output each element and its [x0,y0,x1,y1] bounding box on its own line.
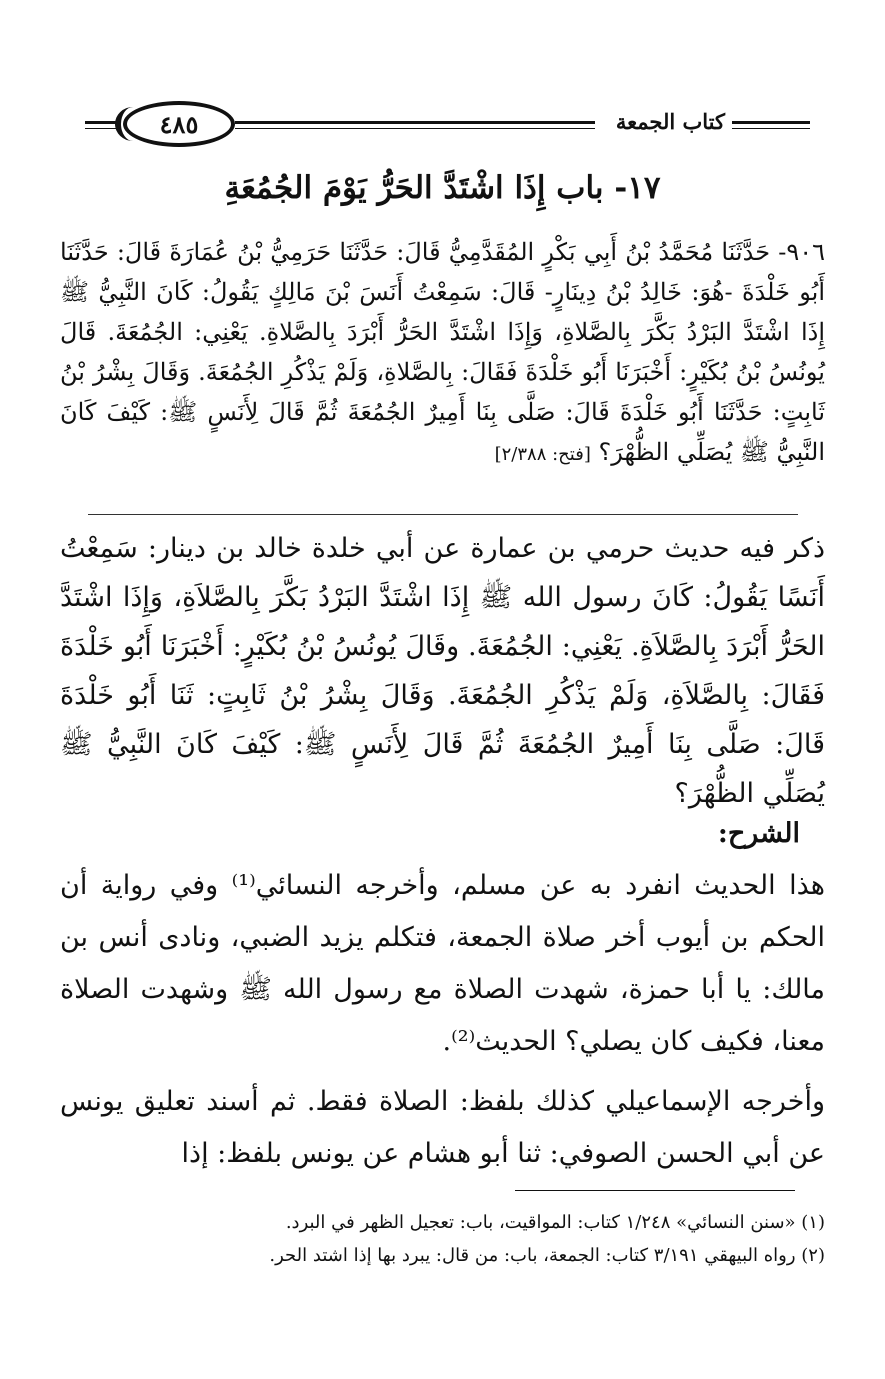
footnote-rule [515,1190,795,1191]
section-divider [88,514,798,515]
running-header [85,95,810,155]
header-rule [732,128,810,129]
sharh-heading: الشرح: [717,818,800,849]
page-number [123,101,235,147]
header-rule [85,128,119,129]
hadith-body: ٩٠٦- حَدَّثَنَا مُحَمَّدُ بْنُ أَبِي بَكْرٍ المُقَدَّمِيُّ قَالَ: حَدَّثَنَا حَرَمِيُّ بْنُ عُمَارَةَ قَالَ: حَدَّثَنَا أَبُو خَلْدَةَ -هُوَ: خَالِدُ بْنُ دِينَارٍ- قَالَ: سَمِعْتُ أَنَسَ بْنَ مَالِكٍ يَقُولُ: كَانَ النَّبِيُّ ﷺ إِذَا اشْتَدَّ البَرْدُ بَكَّرَ بِالصَّلاةِ، وَإِذَا اشْتَدَّ الحَرُّ أَبْرَدَ بِالصَّلاةِ. يَعْنِي: الجُمُعَةَ. قَالَ يُونُسُ بْنُ بُكَيْرٍ: أَخْبَرَنَا أَبُو خَلْدَةَ فَقَالَ: بِالصَّلاةِ، وَلَمْ يَذْكُرِ الجُمُعَةَ. وَقَالَ بِشْرُ بْنُ ثَابِتٍ: حَدَّثَنَا أَبُو خَلْدَةَ قَالَ: صَلَّى بِنَا أَمِيرٌ الجُمُعَةَ ثُمَّ قَالَ لِأَنَسٍ ﷺ: كَيْفَ كَانَ النَّبِيُّ ﷺ يُصَلِّي الظُّهْرَ؟ [60,238,825,466]
footnotes [60,1206,825,1272]
commentary-paragraph: هذا الحديث انفرد به عن مسلم، وأخرجه النسائي⁽¹⁾ وفي رواية أن الحكم بن أيوب أخر صلاة الجمعة، فتكلم يزيد الضبي، ونادى أنس بن مالك: يا أبا حمزة، شهدت الصلاة مع رسول الله ﷺ وشهدت الصلاة معنا، فكيف كان يصلي؟ الحديث⁽²⁾. [60,870,825,1057]
header-rule [85,121,119,124]
page-number-text: ٤٨٥ [159,109,199,139]
footnote-1: (١) «سنن النسائي» ١/٢٤٨ كتاب: المواقيت، باب: تعجيل الظهر في البرد. [285,1212,825,1233]
hadith-text [60,232,825,475]
fath-reference: [فتح: ٢/٣٨٨] [494,444,591,465]
header-rule [732,121,810,124]
chapter-title: ١٧- باب إِذَا اشْتَدَّ الحَرُّ يَوْمَ الجُمُعَةِ [224,170,661,206]
book-title: كتاب الجمعة [615,109,725,134]
commentary-paragraph: وأخرجه الإسماعيلي كذلك بلفظ: الصلاة فقط. ثم أسند تعليق يونس عن أبي الحسن الصوفي: ثنا أبو هشام عن يونس بلفظ: إذا [60,1086,825,1169]
commentary-paragraph: ذكر فيه حديث حرمي بن عمارة عن أبي خلدة خالد بن دينار: سَمِعْتُ أَنَسًا يَقُولُ: كَانَ رسول الله ﷺ إِذَا اشْتَدَّ البَرْدُ بَكَّرَ بِالصَّلاَةِ، وَإِذَا اشْتَدَّ الحَرُّ أَبْرَدَ بِالصَّلاَةِ. يَعْنِي: الجُمُعَةَ. وقَالَ يُونُسُ بْنُ بُكَيْرٍ: أَخْبَرَنَا أَبُو خَلْدَةَ فَقَالَ: بِالصَّلاَةِ، وَلَمْ يَذْكُرِ الجُمُعَةَ. وَقَالَ بِشْرُ بْنُ ثَابِتٍ: ثَنَا أَبُو خَلْدَةَ قَالَ: صَلَّى بِنَا أَمِيرٌ الجُمُعَةَ ثُمَّ قَالَ لِأَنَسٍ ﷺ: كَيْفَ كَانَ النَّبِيُّ ﷺ يُصَلِّي الظُّهْرَ؟ [60,533,825,809]
header-rule [235,128,595,129]
header-rule [235,121,595,124]
footnote-2: (٢) رواه البيهقي ٣/١٩١ كتاب: الجمعة، باب: من قال: يبرد بها إذا اشتد الحر. [269,1245,825,1266]
